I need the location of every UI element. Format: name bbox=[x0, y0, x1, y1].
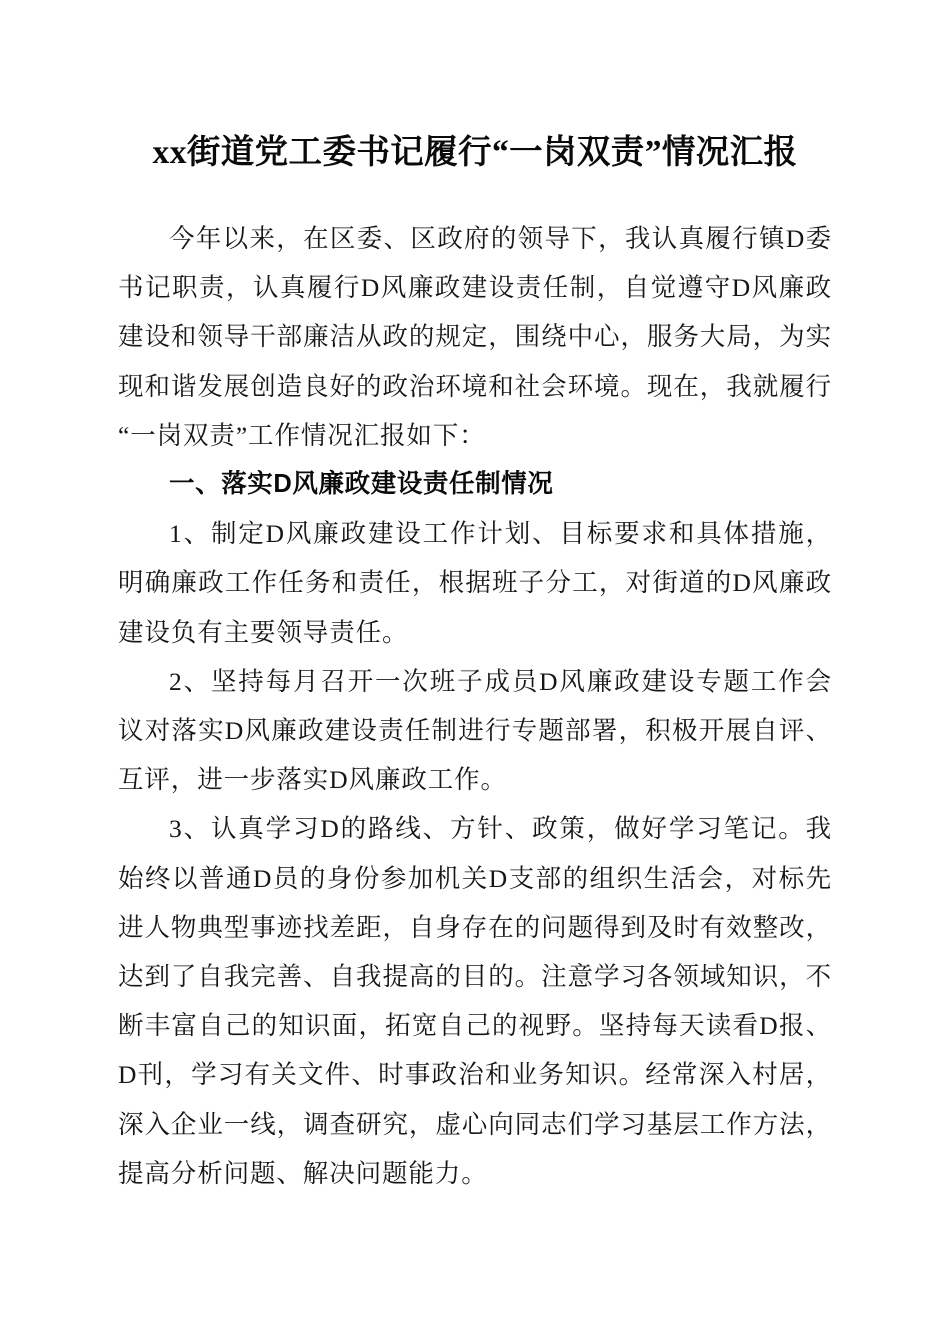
document-body bbox=[118, 0, 832, 1198]
paragraph-intro: 今年以来，在区委、区政府的领导下，我认真履行镇D委书记职责，认真履行D风廉政建设责任制，自觉遵守D风廉政建设和领导干部廉洁从政的规定，围绕中心，服务大局，为实现和谐发展创造良好的政治环境和社会环境。现在，我就履行“一岗双责”工作情况汇报如下： bbox=[118, 224, 832, 450]
page-title bbox=[118, 0, 832, 177]
paragraph-item-1: 1、制定D风廉政建设工作计划、目标要求和具体措施，明确廉政工作任务和责任，根据班子分工，对街道的D风廉政建设负有主要领导责任。 bbox=[118, 519, 832, 647]
page-title-line-1: xx街道党工委书记履行“一岗双责”情况汇 bbox=[152, 134, 764, 171]
page-title-line-2: 报 bbox=[763, 134, 798, 171]
paragraph-item-3: 3、认真学习D的路线、方针、政策，做好学习笔记。我始终以普通D员的身份参加机关D支部的组织生活会，对标先进人物典型事迹找差距，自身存在的问题得到及时有效整改，达到了自我完善、自我提高的目的。注意学习各领域知识，不断丰富自己的知识面，拓宽自己的视野。坚持每天读看D报、D刊，学习有关文件、时事政治和业务知识。经常深入村居，深入企业一线，调查研究，虚心向同志们学习基层工作方法，提高分析问题、解决问题能力。 bbox=[118, 814, 832, 1188]
paragraph-item-2: 2、坚持每月召开一次班子成员D风廉政建设专题工作会议对落实D风廉政建设责任制进行专题部署，积极开展自评、互评，进一步落实D风廉政工作。 bbox=[118, 666, 832, 795]
section-heading-1: 一、落实D风廉政建设责任制情况 bbox=[169, 470, 554, 499]
